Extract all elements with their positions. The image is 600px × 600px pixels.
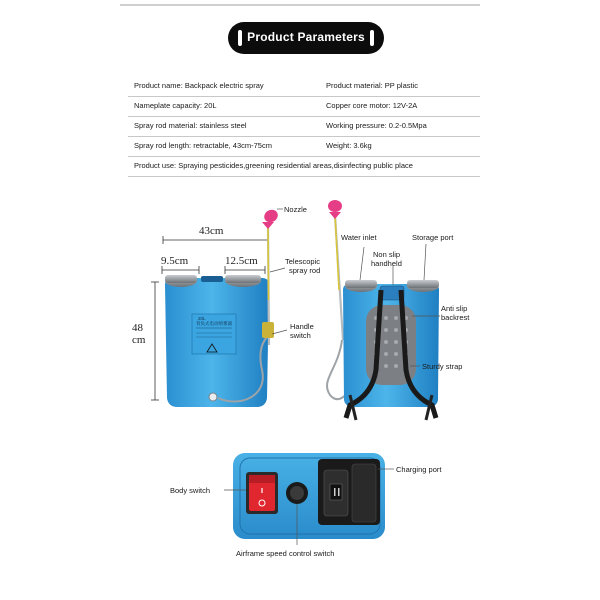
non-slip-label-line2: handheld xyxy=(371,259,402,268)
banner-title: Product Parameters xyxy=(247,30,365,44)
front-sprayer xyxy=(151,207,280,407)
handle-switch-label-line2: switch xyxy=(290,331,311,340)
non-slip-label-line1: Non slip xyxy=(373,250,401,259)
rod-span-dimension: 43cm xyxy=(199,225,224,237)
tank-label-capacity: 20L xyxy=(198,316,206,321)
speed-control-switch-label: Airframe speed control switch xyxy=(236,549,335,558)
anti-slip-label-line2: backrest xyxy=(441,313,470,322)
param-capacity: Nameplate capacity: 20L xyxy=(134,101,217,110)
anti-slip-label-line1: Anti slip xyxy=(441,304,468,313)
tank-label-name: 背负式电动喷雾器 xyxy=(196,321,232,326)
handle-switch-label-line1: Handle xyxy=(290,322,314,331)
param-motor: Copper core motor: 12V-2A xyxy=(326,101,418,110)
nozzle-label: Nozzle xyxy=(284,205,307,214)
right-port-dimension: 12.5cm xyxy=(225,255,258,267)
param-weight: Weight: 3.6kg xyxy=(326,141,372,150)
storage-port-label: Storage port xyxy=(412,233,454,242)
param-product-name: Product name: Backpack electric spray xyxy=(134,81,264,90)
charging-port-label: Charging port xyxy=(396,465,442,474)
body-switch-label: Body switch xyxy=(170,486,211,495)
height-dimension-value: 48 xyxy=(132,322,143,334)
left-port-dimension: 9.5cm xyxy=(161,255,189,267)
param-pressure: Working pressure: 0.2-0.5Mpa xyxy=(326,121,427,130)
sturdy-strap-label: Sturdy strap xyxy=(422,362,463,371)
param-rod-length: Spray rod length: retractable, 43cm-75cm xyxy=(134,141,272,150)
height-dimension-unit: cm xyxy=(132,334,146,346)
telescopic-label-line2: spray rod xyxy=(289,266,321,275)
telescopic-label-line1: Telescopic xyxy=(285,257,321,266)
param-product-use: Product use: Spraying pesticides,greening residential areas,disinfecting public place xyxy=(134,161,413,170)
param-material: Product material: PP plastic xyxy=(326,81,418,90)
water-inlet-label: Water inlet xyxy=(341,233,377,242)
control-panel-closeup xyxy=(224,453,394,545)
param-rod-material: Spray rod material: stainless steel xyxy=(134,121,247,130)
